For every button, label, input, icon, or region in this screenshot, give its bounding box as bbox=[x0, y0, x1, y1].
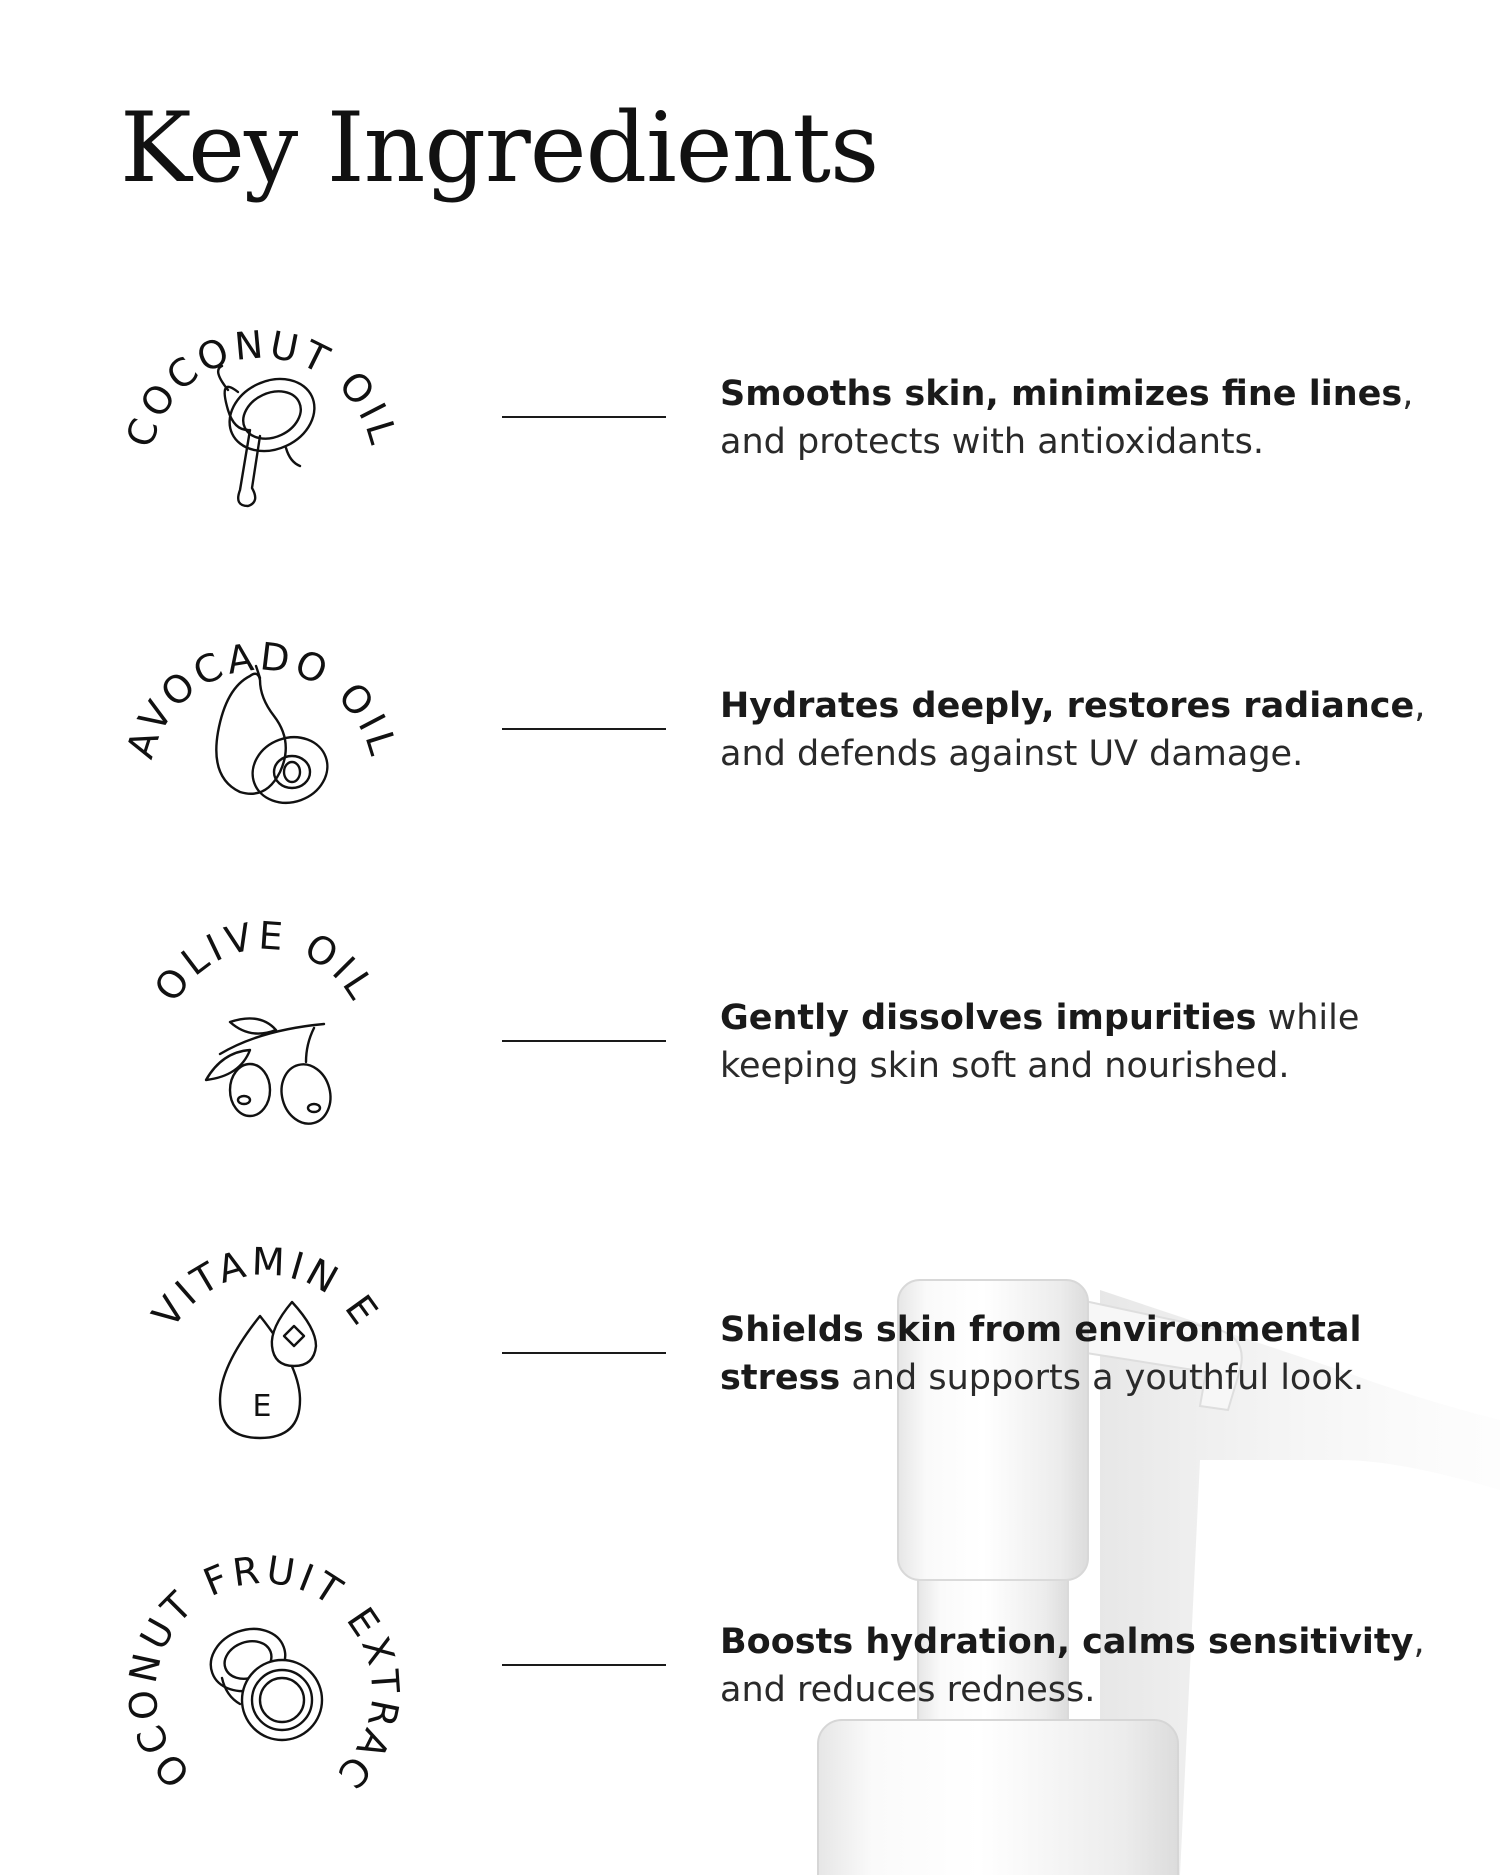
vitamin-e-drops-icon bbox=[220, 1302, 316, 1438]
ingredient-row-olive-oil bbox=[0, 913, 1500, 1184]
description-rest: , and defends against UV damage. bbox=[720, 686, 1426, 774]
description-highlight: Smooths skin, minimizes fine lines bbox=[720, 374, 1403, 414]
vitamin-e-letter: E bbox=[252, 1389, 272, 1424]
connector-line bbox=[502, 1664, 666, 1666]
ingredient-row-coconut-oil bbox=[0, 300, 1500, 560]
ingredient-name: COCONUT OIL bbox=[117, 322, 407, 453]
page-title: Key Ingredients bbox=[120, 92, 879, 204]
description-rest: , and reduces redness. bbox=[720, 1622, 1425, 1710]
connector-line bbox=[502, 1352, 666, 1354]
description-rest: , and protects with antioxidants. bbox=[720, 374, 1414, 462]
description-highlight: Gently dissolves impurities bbox=[720, 998, 1257, 1038]
ingredient-row-avocado-oil bbox=[0, 612, 1500, 872]
ingredient-badge bbox=[110, 280, 410, 580]
ingredient-name: OLIVE OIL bbox=[145, 913, 385, 1010]
description-rest: and supports a youthful look. bbox=[840, 1358, 1365, 1398]
ingredient-name: VITAMIN E bbox=[143, 1239, 389, 1336]
ingredient-description bbox=[720, 1618, 1440, 1714]
ingredient-name: COCONUT FRUIT EXTRACT bbox=[94, 1493, 408, 1800]
ingredient-description bbox=[720, 1306, 1440, 1402]
connector-line bbox=[502, 728, 666, 730]
coconut-oil-icon bbox=[218, 366, 326, 506]
ingredient-badge bbox=[110, 904, 410, 1204]
description-highlight: Hydrates deeply, restores radiance bbox=[720, 686, 1415, 726]
ingredient-badge bbox=[110, 592, 410, 892]
ingredient-name: AVOCADO OIL bbox=[117, 634, 407, 764]
connector-line bbox=[502, 1040, 666, 1042]
description-rest: while keeping skin soft and nourished. bbox=[720, 998, 1360, 1086]
ingredient-badge bbox=[94, 1493, 410, 1828]
ingredient-description bbox=[720, 682, 1440, 778]
description-highlight: Shields skin from environmental stress bbox=[720, 1310, 1362, 1398]
olive-branch-icon bbox=[206, 1018, 337, 1129]
ingredient-description bbox=[720, 994, 1440, 1090]
description-highlight: Boosts hydration, calms sensitivity bbox=[720, 1622, 1414, 1662]
coconut-halves-icon bbox=[202, 1619, 322, 1740]
ingredient-badge bbox=[110, 1216, 410, 1516]
ingredient-row-coconut-fruit-extract bbox=[0, 1493, 1500, 1808]
ingredient-row-vitamin-e bbox=[0, 1236, 1500, 1496]
connector-line bbox=[502, 416, 666, 418]
ingredient-description bbox=[720, 370, 1440, 466]
